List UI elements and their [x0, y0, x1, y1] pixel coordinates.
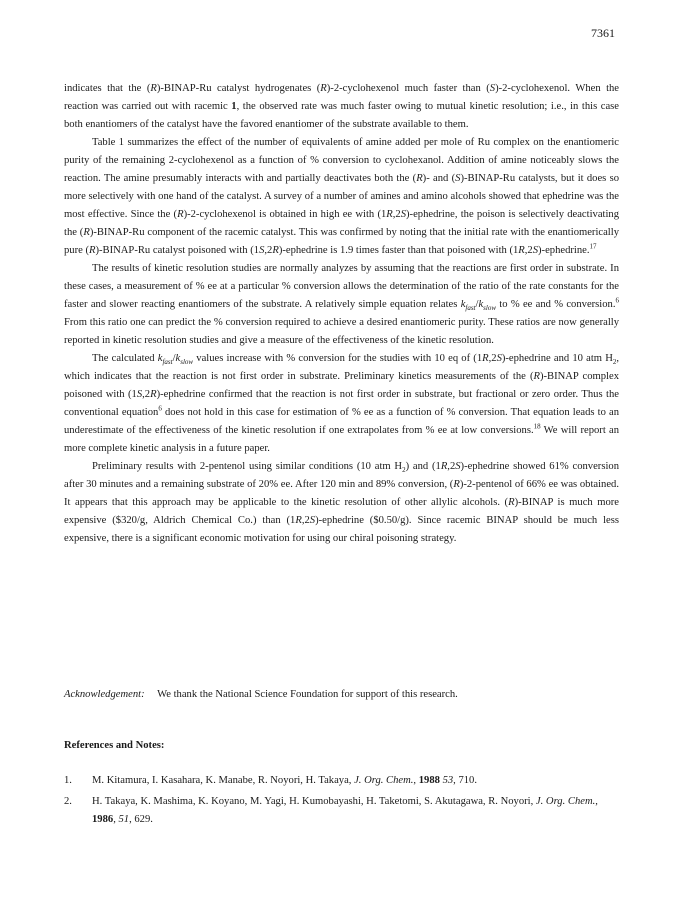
reference-volume: 53 — [442, 775, 454, 786]
reference-pages: 629. — [134, 814, 153, 825]
paragraph-3: The results of kinetic resolution studies are normally analyzes by assuming that the reactions are first order in substrate. In these cases, a measurement of % ee at a particular % conversion allows the determination of the ratio of the rate constants for the faster and slower reacting enantiomers of the substrate. A relatively simple equation relates $k_{fast}/k_{slow}$ to % ee and % conversion.$^6$ From this ratio one can predict the % conversion required to achieve a desired enantiomeric purity. These ratios are now generally reported in kinetic resolution studies and give a measure of the effectiveness of the kinetic resolution. — [64, 263, 619, 346]
reference-journal: J. Org. Chem. — [535, 796, 596, 807]
paragraph-5: Preliminary results with 2-pentenol using similar conditions (10 atm $H_2$) and (1R,2S)-ephedrine showed 61% conversion after 30 minutes and a remaining substrate of 20% ee. After 120 min and 89% conversion, (R)-2-pentenol of 66% ee was obtained. It appears that this approach may be applicable to the kinetic resolution of other allylic alcohols. (R)-BINAP is much more expensive ($320/g, Aldrich Chemical Co.) than (1R,2S)-ephedrine ($0.50/g). Since racemic BINAP should be much less expensive, there is a significant economic motivation for using our chiral poisoning strategy. — [64, 461, 620, 544]
page-number: 7361 — [591, 26, 615, 40]
reference-authors: M. Kitamura, I. Kasahara, K. Manabe, R. Noyori, H. Takaya, — [92, 775, 352, 786]
acknowledgement-label: Acknowledgement: — [64, 689, 145, 700]
acknowledgement-text: We thank the National Science Foundation for support of this research. — [157, 689, 458, 700]
reference-authors: H. Takaya, K. Mashima, K. Koyano, M. Yagi, H. Kumobayashi, H. Taketomi, S. Akutagawa, R. Noyori, — [92, 796, 534, 807]
references-heading: References and Notes: — [64, 740, 165, 751]
acknowledgement — [64, 686, 619, 704]
reference-number: 2. — [64, 796, 72, 807]
references-list — [64, 772, 619, 832]
reference-item — [64, 793, 619, 829]
reference-year: 1986 — [92, 814, 114, 825]
paragraph-4: The calculated $k_{fast}/k_{slow}$ values increase with % conversion for the studies with 10 eq of (1R,2S)-ephedrine and 10 atm $H_2$, which indicates that the reaction is not first order in substrate. Preliminary kinetics measurements of the (R)-BINAP complex poisoned with (1S,2R)-ephedrine confirmed that the reaction is not first order in substrate, but fractional or zero order. Thus the conventional equation$^6$ does not hold in this case for estimation of % ee as a function of % conversion. That equation leads to an underestimate of the effectiveness of the kinetic resolution if one extrapolates from % ee at low conversions.$^{18}$ We will report an more complete kinetic analysis in a future paper. — [64, 353, 620, 454]
reference-year: 1988 — [418, 775, 440, 786]
paragraph-1: indicates that the (R)-BINAP-Ru catalyst hydrogenates (R)-2-cyclohexenol much faster than (S)-2-cyclohexenol. When the reaction was carried out with racemic 1, the observed rate was much faster owing to mutual kinetic resolution; i.e., in this case both enantiomers of the catalyst have the favored enantiomer of the substrate available to them. — [64, 83, 620, 130]
reference-text: H. Takaya, K. Mashima, K. Koyano, M. Yagi, H. Kumobayashi, H. Taketomi, S. Akutagawa, R. Noyori, J. Org. Chem., 1986, 51, 629. — [92, 796, 598, 825]
body-text — [64, 80, 619, 548]
paragraph-2: Table 1 summarizes the effect of the number of equivalents of amine added per mole of Ru complex on the enantiomeric purity of the remaining 2-cyclohexenol as a function of % conversion to cyclohexanol. Addition of amine noticeably slows the reaction. The amine presumably interacts with and partially deactivates both the (R)- and (S)-BINAP-Ru catalysts, but it does so more selectively with one hand of the catalyst. A survey of a number of amines and amino alcohols showed that ephedrine was the most effective. Since the (R)-2-cyclohexenol is obtained in high ee with (1R,2S)-ephedrine, the poison is selectively deactivating the (R)-BINAP-Ru component of the racemic catalyst. This was confirmed by noting that the initial rate with the enantiomerically pure (R)-BINAP-Ru catalyst poisoned with (1S,2R)-ephedrine is 1.9 times faster than that poisoned with (1R,2S)-ephedrine.$^{17}$ — [64, 137, 620, 256]
reference-text: M. Kitamura, I. Kasahara, K. Manabe, R. Noyori, H. Takaya, J. Org. Chem., 1988 53, 710. — [92, 775, 477, 786]
reference-number: 1. — [64, 775, 72, 786]
reference-volume: 51 — [118, 814, 130, 825]
reference-journal: J. Org. Chem. — [354, 775, 414, 786]
reference-pages: 710. — [458, 775, 477, 786]
reference-item — [64, 772, 619, 790]
